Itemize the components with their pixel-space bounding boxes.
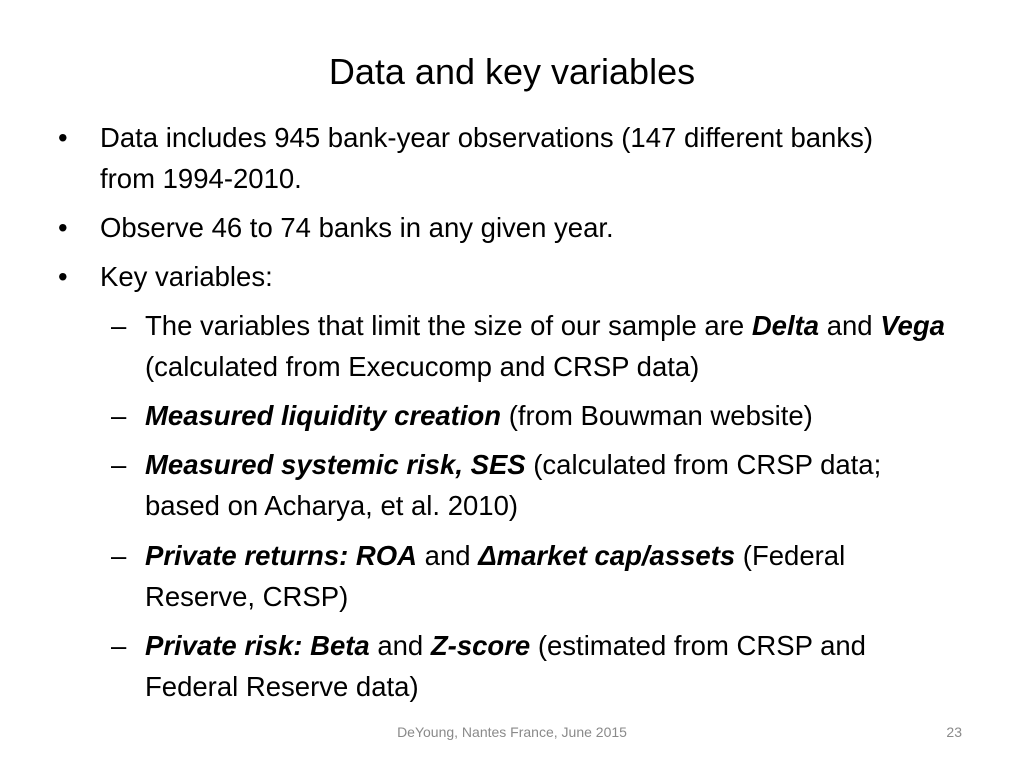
subbullet-item <box>111 305 955 387</box>
bullet-item <box>58 256 900 297</box>
bullet-marker: • <box>58 212 68 243</box>
subbullet-text-run: (estimated from CRSP and Federal Reserve data) <box>145 630 866 702</box>
bullet-text: Observe 46 to 74 banks in any given year. <box>100 212 614 243</box>
subbullet-text-run: and <box>819 310 881 341</box>
slide-footer: DeYoung, Nantes France, June 2015 <box>397 724 627 740</box>
emphasis-text-run: Measured liquidity creation <box>145 400 502 431</box>
bullet-item <box>58 117 900 199</box>
subbullet-item <box>111 444 955 526</box>
subbullet-text-run: (calculated from Execucomp and CRSP data) <box>145 351 700 382</box>
emphasis-text-run: Z-score <box>430 630 531 661</box>
slide-title: Data and key variables <box>328 51 696 92</box>
subbullet-text-run: (calculated from CRSP data; based on Acharya, et al. 2010) <box>145 449 882 521</box>
emphasis-text-run: Δmarket cap/assets <box>478 540 736 571</box>
emphasis-text-run: Vega <box>880 310 945 341</box>
emphasis-text-run: Measured systemic risk, SES <box>145 449 526 480</box>
subbullet-item <box>111 625 955 707</box>
dash-marker: – <box>111 449 127 480</box>
bullet-text: Key variables: <box>100 261 273 292</box>
subbullet-text-run: and <box>417 540 479 571</box>
emphasis-text-run: Private risk: Beta <box>145 630 370 661</box>
subbullet-item <box>111 395 955 436</box>
bullet-item <box>58 207 900 248</box>
dash-marker: – <box>111 630 127 661</box>
subbullet-text-run: (Federal Reserve, CRSP) <box>145 540 846 612</box>
subbullet-text-run: (from Bouwman website) <box>501 400 813 431</box>
subbullet-text-run: and <box>369 630 431 661</box>
dash-marker: – <box>111 310 127 341</box>
dash-marker: – <box>111 400 127 431</box>
bullet-text: Data includes 945 bank-year observations (147 different banks) from 1994-2010. <box>100 122 874 194</box>
bullet-marker: • <box>58 122 68 153</box>
emphasis-text-run: Private returns: ROA <box>145 540 418 571</box>
emphasis-text-run: Delta <box>751 310 820 341</box>
dash-marker: – <box>111 540 127 571</box>
subbullet-item <box>111 535 955 617</box>
page-number: 23 <box>946 724 962 740</box>
subbullet-text-run: The variables that limit the size of our sample are <box>145 310 752 341</box>
bullet-marker: • <box>58 261 68 292</box>
